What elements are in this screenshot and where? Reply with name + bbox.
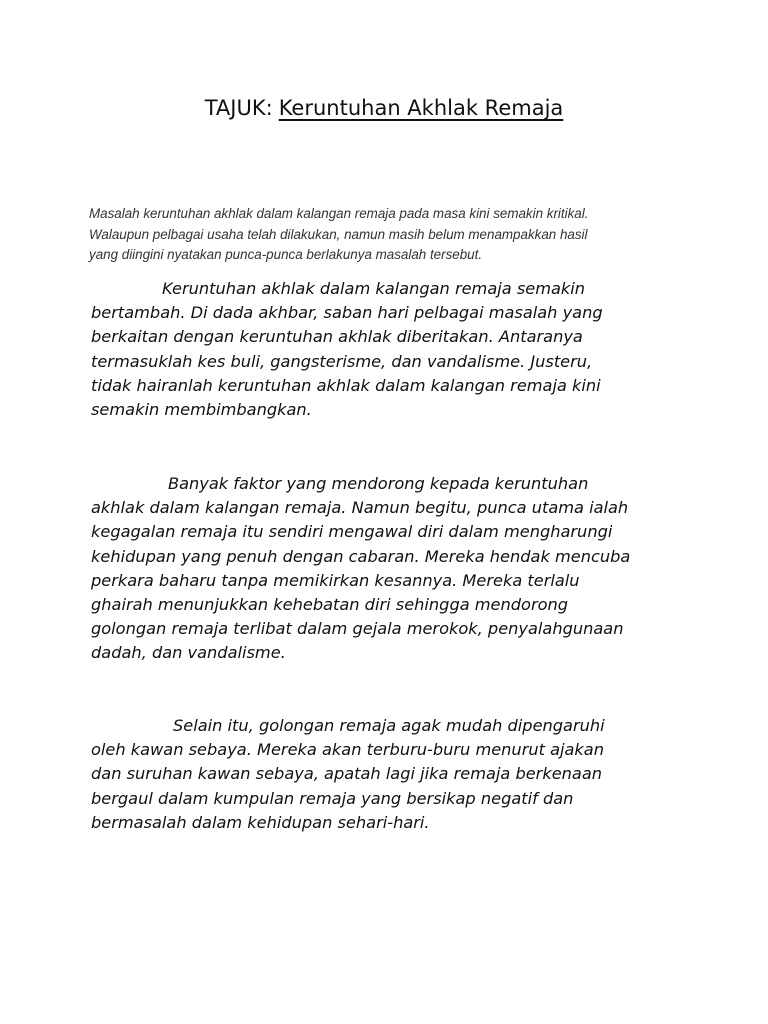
paragraph-line: bertambah. Di dada akhbar, saban hari pelbagai masalah yang: [91, 303, 603, 323]
paragraph-line: Keruntuhan akhlak dalam kalangan remaja semakin: [162, 279, 586, 298]
paragraph-line: kehidupan yang penuh dengan cabaran. Mereka hendak mencuba: [91, 546, 631, 566]
paragraph-line: bermasalah dalam kehidupan sehari-hari.: [91, 812, 430, 832]
paragraph-line: oleh kawan sebaya. Mereka akan terburu-buru menurut ajakan: [91, 740, 604, 760]
paragraph-line: bergaul dalam kumpulan remaja yang bersikap negatif dan: [91, 788, 574, 808]
paragraph-line: akhlak dalam kalangan remaja. Namun begitu, punca utama ialah: [91, 498, 629, 518]
paragraph-line: golongan remaja terlibat dalam gejala merokok, penyalahgunaan: [91, 619, 624, 639]
paragraph-line: ghairah menunjukkan kehebatan diri sehingga mendorong: [91, 595, 569, 615]
intro-text: [89, 204, 679, 266]
paragraph-3: [91, 714, 691, 835]
paragraph-2: [91, 472, 691, 666]
paragraph-line: perkara baharu tanpa memikirkan kesannya. Mereka terlalu: [91, 570, 580, 590]
paragraph-line: dadah, dan vandalisme.: [91, 643, 286, 663]
title-label: TAJUK:: [204, 96, 273, 120]
paragraph-line: Banyak faktor yang mendorong kepada keruntuhan: [168, 474, 589, 493]
paragraph-line: kegagalan remaja itu sendiri mengawal diri dalam mengharungi: [91, 522, 613, 542]
paragraph-line: berkaitan dengan keruntuhan akhlak diberitakan. Antaranya: [91, 327, 583, 347]
paragraph-line: Selain itu, golongan remaja agak mudah dipengaruhi: [173, 716, 605, 735]
page-title: [0, 94, 768, 122]
paragraph-1: [91, 277, 691, 422]
paragraph-line: termasuklah kes buli, gangsterisme, dan vandalisme. Justeru,: [91, 351, 593, 371]
title-subject: Keruntuhan Akhlak Remaja: [278, 96, 564, 120]
intro-line: Masalah keruntuhan akhlak dalam kalangan remaja pada masa kini semakin kritikal.: [89, 206, 589, 221]
intro-line: Walaupun pelbagai usaha telah dilakukan, namun masih belum menampakkan hasil: [89, 226, 588, 242]
paragraph-line: dan suruhan kawan sebaya, apatah lagi jika remaja berkenaan: [91, 764, 603, 784]
intro-line: yang diingini nyatakan punca-punca berlakunya masalah tersebut.: [89, 247, 483, 262]
paragraph-line: tidak hairanlah keruntuhan akhlak dalam kalangan remaja kini: [91, 375, 601, 395]
paragraph-line: semakin membimbangkan.: [91, 400, 312, 420]
